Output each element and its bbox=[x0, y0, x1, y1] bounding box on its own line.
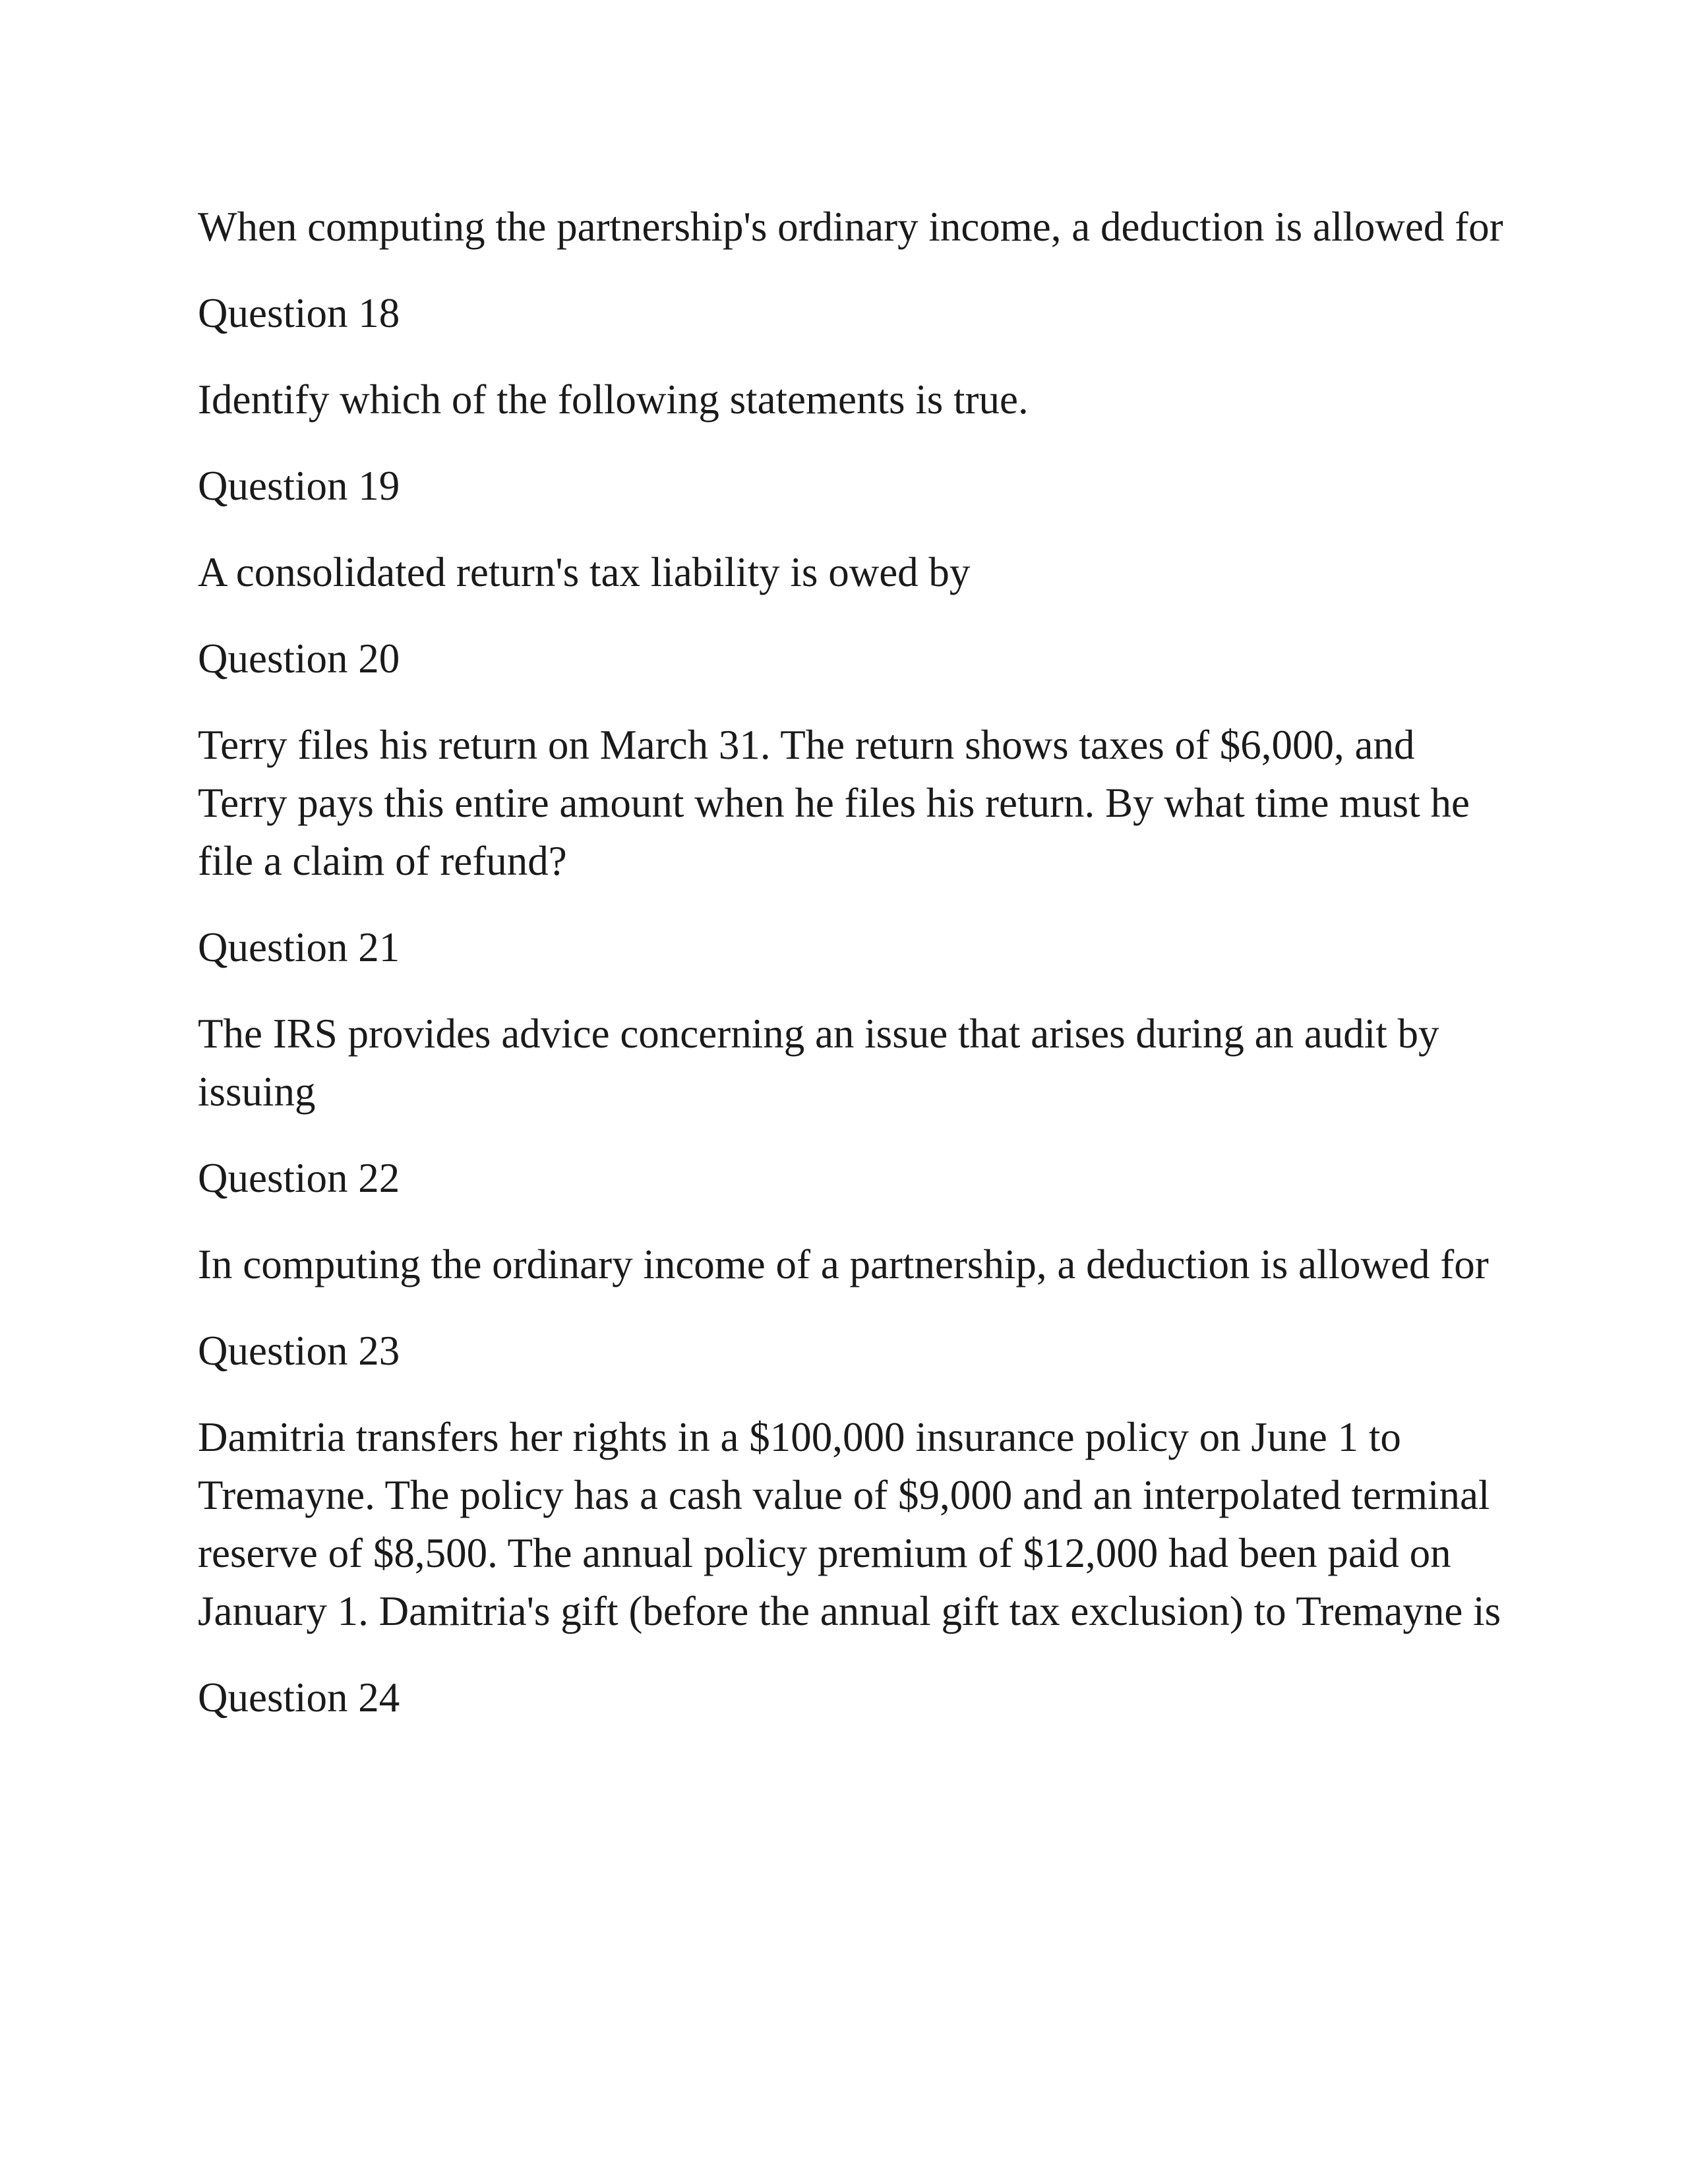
question-20-text: Terry files his return on March 31. The return shows taxes of $6,000, and Terry pays this entire amount when he files his return. By what time must he file a claim of refund? bbox=[198, 722, 1470, 884]
question-23-text: Damitria transfers her rights in a $100,000 insurance policy on June 1 to Tremayne. The policy has a cash value of $9,000 and an interpolated terminal reserve of $8,500. The annual policy premium of $12,000 had been paid on January 1. Damitria's gift (before the annual gift tax exclusion) to Tremayne is bbox=[198, 1414, 1501, 1634]
question-19-label: Question 19 bbox=[198, 463, 400, 509]
question-21-text: The IRS provides advice concerning an issue that arises during an audit by issuing bbox=[198, 1011, 1439, 1115]
question-21-label: Question 21 bbox=[198, 924, 400, 970]
question-17-text: When computing the partnership's ordinary income, a deduction is allowed for bbox=[198, 204, 1503, 250]
question-22-label: Question 22 bbox=[198, 1155, 400, 1201]
question-22-text: In computing the ordinary income of a partnership, a deduction is allowed for bbox=[198, 1241, 1489, 1287]
question-18-label: Question 18 bbox=[198, 290, 400, 336]
question-24-label: Question 24 bbox=[198, 1674, 400, 1721]
question-19-text: A consolidated return's tax liability is owed by bbox=[198, 549, 971, 595]
question-20-label: Question 20 bbox=[198, 635, 400, 682]
question-18-text: Identify which of the following statements is true. bbox=[198, 376, 1029, 423]
document-body bbox=[198, 198, 1510, 1755]
question-23-label: Question 23 bbox=[198, 1328, 400, 1374]
